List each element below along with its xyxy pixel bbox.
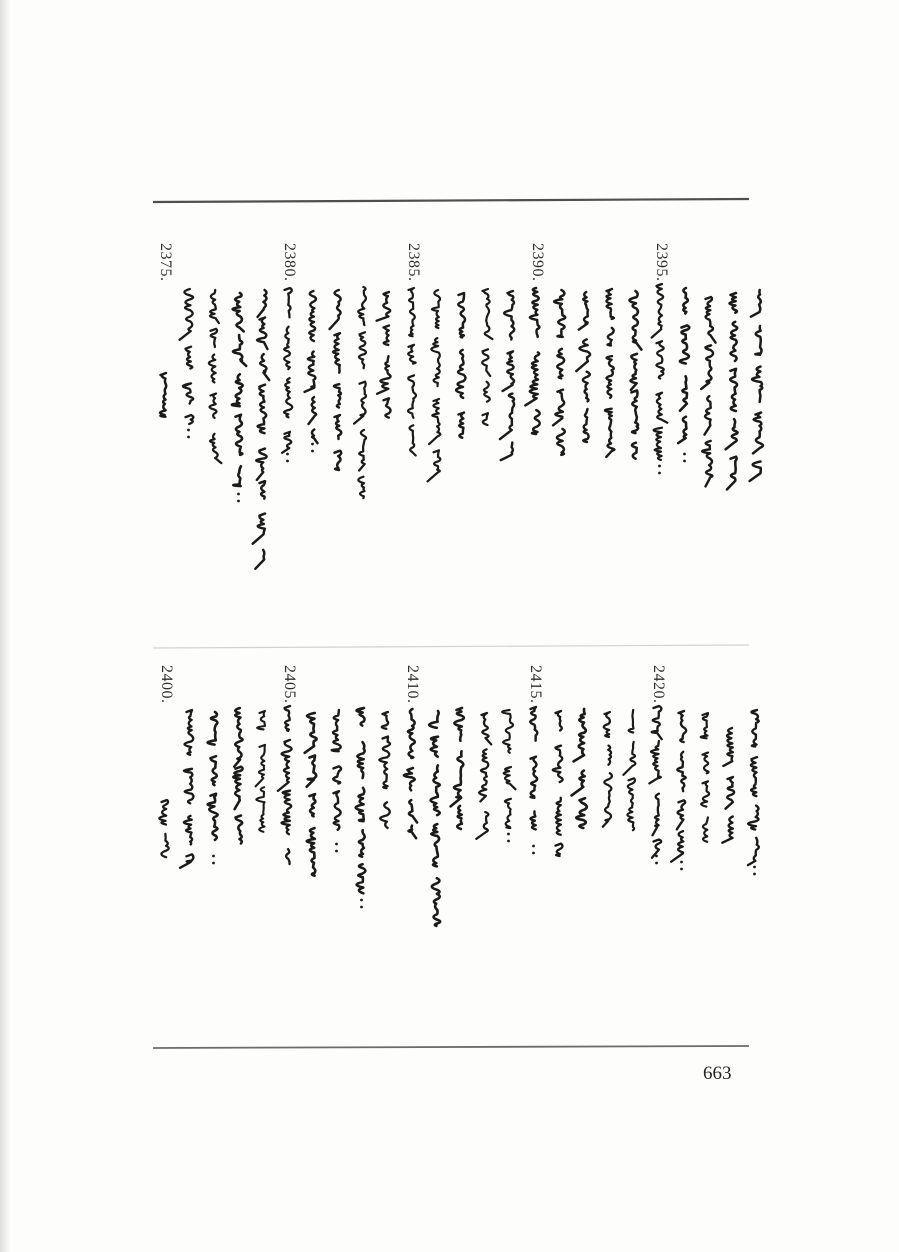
script-column [722, 728, 734, 843]
lower-verse-block [159, 706, 759, 926]
verse-number: 2375. [157, 243, 174, 282]
script-column [408, 288, 416, 456]
script-column [429, 711, 440, 926]
script-column [180, 289, 194, 424]
script-column [576, 292, 590, 442]
script-column [605, 289, 614, 457]
script-column [748, 710, 759, 865]
phrase-end-dots [212, 855, 215, 858]
script-column [356, 708, 366, 893]
script-column [160, 373, 166, 417]
horizontal-rules [153, 199, 749, 1048]
script-column [377, 292, 391, 418]
script-column [253, 290, 270, 569]
phrase-end-dots [212, 862, 215, 865]
script-column [750, 290, 763, 481]
script-column [282, 288, 292, 453]
script-column [404, 709, 417, 838]
script-column [256, 711, 265, 832]
phrase-end-dots [286, 453, 289, 456]
script-column [525, 288, 539, 434]
phrase-end-dots [658, 465, 661, 468]
phrase-end-dots [311, 450, 314, 453]
script-column [678, 288, 689, 443]
page-number: 663 [703, 1063, 732, 1084]
script-column [354, 287, 366, 498]
script-column [553, 290, 565, 455]
top-rule [153, 199, 749, 202]
verse-number: 2410. [404, 665, 421, 704]
script-column [572, 709, 587, 828]
script-column [482, 289, 492, 425]
script-column [305, 291, 318, 443]
phrase-end-dots [311, 443, 314, 446]
verse-number: 2380. [281, 243, 298, 282]
middle-rule [153, 645, 749, 648]
phrase-end-dots [683, 460, 686, 463]
phrase-end-dots [680, 861, 683, 864]
verse-number: 2385. [405, 243, 422, 282]
phrase-end-dots [753, 866, 756, 869]
script-column [159, 800, 168, 857]
script-column [530, 707, 537, 829]
phrase-end-dots [360, 899, 363, 902]
phrase-end-dots [335, 843, 338, 846]
script-column [379, 712, 390, 828]
script-column [278, 706, 292, 864]
phrase-end-dots [532, 852, 535, 855]
phrase-end-dots [680, 868, 683, 871]
upper-verse-block [160, 284, 763, 569]
script-column [428, 290, 441, 481]
script-column [232, 293, 246, 486]
script-column [456, 293, 465, 438]
script-column [726, 293, 738, 489]
script-column [629, 291, 641, 459]
phrase-end-dots [507, 833, 510, 836]
script-column [649, 706, 661, 858]
script-column [209, 290, 221, 463]
verse-number: 2400. [158, 665, 175, 704]
phrase-end-dots [237, 500, 240, 503]
script-column [502, 710, 515, 828]
verse-number: 2415. [527, 665, 544, 704]
script-column [233, 708, 242, 844]
phrase-end-dots [360, 906, 363, 909]
script-column [180, 710, 193, 868]
script-column [701, 297, 715, 486]
script-column [208, 712, 218, 840]
script-column [553, 711, 563, 856]
phrase-end-dots [658, 472, 661, 475]
bottom-rule [153, 1046, 749, 1048]
script-column [476, 713, 491, 839]
phrase-end-dots [655, 862, 658, 865]
phrase-end-dots [753, 873, 756, 876]
script-column [671, 711, 686, 862]
verse-number: 2395. [653, 243, 670, 282]
script-column [330, 290, 342, 470]
script-column [603, 712, 612, 827]
script-column [701, 713, 709, 842]
phrase-end-dots [532, 845, 535, 848]
script-column [652, 284, 668, 460]
verse-number: 2390. [529, 243, 546, 282]
verse-number: 2420. [650, 665, 667, 704]
phrase-end-dots [335, 850, 338, 853]
phrase-end-dots [655, 855, 658, 858]
phrase-end-dots [237, 493, 240, 496]
script-column [451, 708, 464, 829]
script-column [305, 713, 317, 876]
script-column [500, 291, 514, 460]
verse-number: 2405. [281, 665, 298, 704]
phrase-end-dots [683, 453, 686, 456]
script-column [623, 710, 635, 830]
script-column [332, 710, 341, 830]
phrase-end-dots [507, 840, 510, 843]
phrase-end-dots [187, 429, 190, 432]
phrase-end-dots [286, 460, 289, 463]
phrase-end-dots [187, 436, 190, 439]
